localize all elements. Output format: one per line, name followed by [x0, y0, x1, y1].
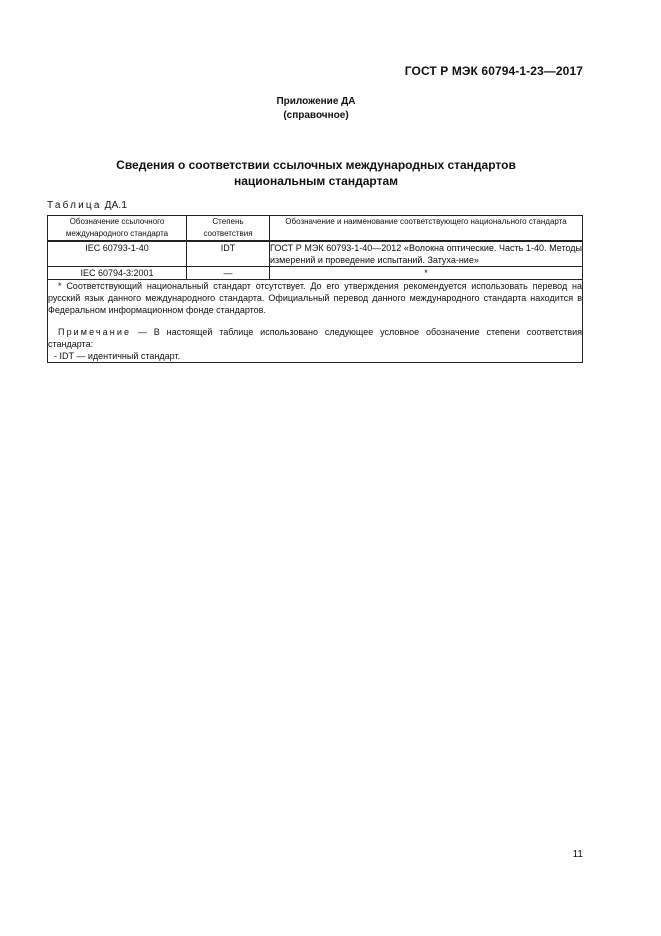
note-list-item: - IDT — идентичный стандарт. — [54, 351, 181, 361]
note-text: — В настоящей таблице использовано следующее условное обозначение степени соответствия стандарта: — [48, 327, 582, 349]
table-caption-number: ДА.1 — [104, 200, 128, 211]
page-number: 11 — [572, 849, 583, 860]
column-header-reference-standard: Обозначение ссылочного международного стандарта — [48, 216, 187, 242]
table-footnote: * Соответствующий национальный стандарт отсутствует. До его утверждения рекомендуется использовать перевод на русский язык данного международного стандарта. Официальный перевод данного международного стандарта находится в Федеральном информационном фонде стандартов. — [48, 281, 582, 315]
table-note — [48, 326, 582, 350]
appendix-heading — [0, 95, 632, 123]
table-caption — [47, 200, 127, 211]
column-header-national-standard: Обозначение и наименование соответствующего национального стандарта — [270, 216, 583, 242]
table-row — [48, 241, 583, 267]
table-header-row — [48, 216, 583, 242]
cell-national-standard: * — [270, 267, 583, 280]
appendix-name: Приложение ДА — [276, 96, 356, 107]
cell-degree: IDT — [187, 241, 270, 267]
table-notes-cell — [48, 280, 583, 363]
document-code-header: ГОСТ Р МЭК 60794-1-23—2017 — [404, 64, 583, 78]
section-title-line-1: Сведения о соответствии ссылочных международных стандартов — [116, 158, 516, 172]
cell-national-standard: ГОСТ Р МЭК 60793-1-40—2012 «Волокна оптические. Часть 1-40. Методы измерений и проведение испытаний. Затуха-ние» — [270, 243, 582, 265]
note-label: Примечание — [58, 327, 132, 337]
cell-reference-standard: IEC 60794-3:2001 — [48, 267, 187, 280]
correspondence-table — [47, 215, 583, 363]
table-notes-row — [48, 280, 583, 363]
section-title-line-2: национальным стандартам — [234, 174, 398, 188]
appendix-type: (справочное) — [283, 110, 349, 121]
column-header-degree: Степень соответствия — [187, 216, 270, 242]
section-title — [0, 157, 632, 189]
table-caption-prefix: Таблица — [47, 200, 102, 211]
cell-degree: — — [187, 267, 270, 280]
table-row — [48, 267, 583, 280]
cell-reference-standard: IEC 60793-1-40 — [48, 241, 187, 267]
